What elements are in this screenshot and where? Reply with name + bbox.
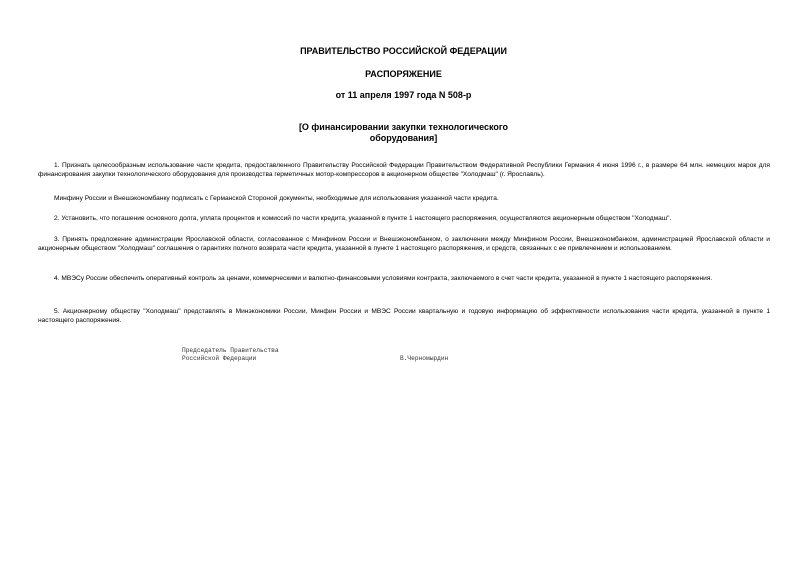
paragraph-5: 5. Акционерному обществу "Холодмаш" представлять в Минэкономики России, Минфин России и МВЭС России квартальную и годовую информацию об эффективности использования части кредита, указанной в пункте 1 настоящего распоряжения.: [38, 308, 770, 324]
document-type: РАСПОРЯЖЕНИЕ: [365, 69, 442, 79]
paragraph-1: 1. Признать целесообразным использование части кредита, предоставленного Правительству Российской Федерации Правительством Федеративной Республики Германия 4 июня 1996 г., в размере 64 млн. немецких марок для финансирования закупки технологического оборудования для производства герметичных мотор-компрессоров в акционерном обществе "Холодмаш" (г. Ярославль).: [38, 162, 770, 178]
signatory-position-line-2: Российской Федерации: [182, 355, 257, 362]
document-date-number: от 11 апреля 1997 года N 508-р: [335, 90, 472, 100]
paragraph-3: 3. Принять предложение администрации Ярославской области, согласованное с Минфином России и Внешэкономбанком, о заключении между Минфином России, Внешэкономбанком, администрацией Ярославской области и акционерным обществом "Холодмаш" соглашения о гарантиях полного возврата части кредита, указанной в пункте 1 настоящего распоряжения, и средств, связанных с ее привлечением и использованием.: [38, 236, 770, 252]
document-title-line-2: оборудования]: [369, 133, 438, 143]
paragraph-4: 4. МВЭСу России обеспечить оперативный контроль за ценами, коммерческими и валютно-финансовыми условиями контракта, заключаемого в счет части кредита, указанной в пункте 1 настоящего распоряжения.: [54, 275, 713, 282]
document-title-line-1: [О финансировании закупки технологического: [298, 122, 509, 132]
signatory-name: В.Черномырдин: [400, 355, 449, 362]
document-title: [280, 122, 527, 144]
issuing-authority: ПРАВИТЕЛЬСТВО РОССИЙСКОЙ ФЕДЕРАЦИИ: [300, 46, 507, 56]
paragraph-2: 2. Установить, что погашение основного долга, уплата процентов и комиссий по части кредита, указанной в пункте 1 настоящего распоряжения, осуществляются акционерным обществом "Холодмаш".: [54, 215, 672, 222]
paragraph-1-continuation: Минфину России и Внешэкономбанку подписать с Германской Стороной документы, необходимые для использования указанной части кредита.: [54, 195, 499, 202]
signatory-position-line-1: Председатель Правительства: [182, 347, 279, 354]
